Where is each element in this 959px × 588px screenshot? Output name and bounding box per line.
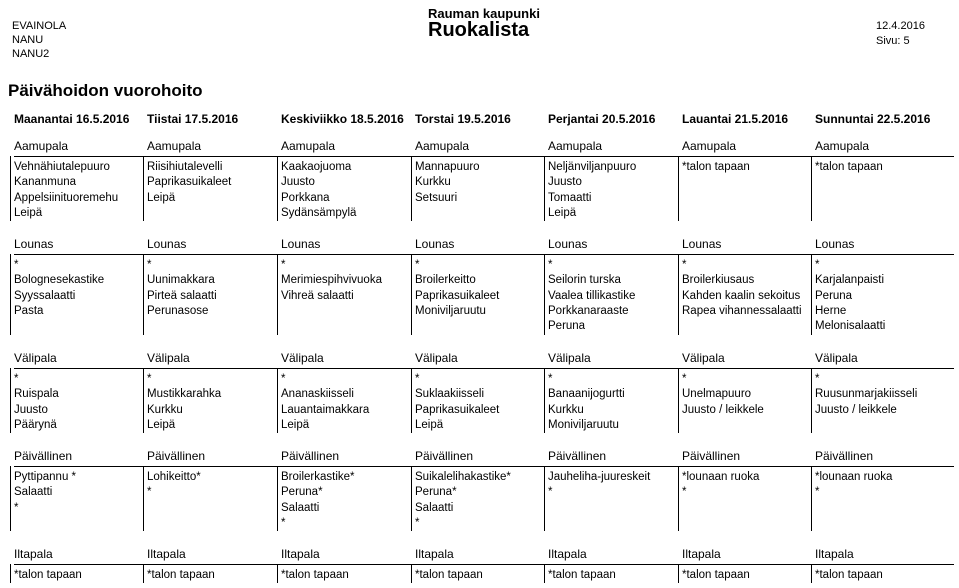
menu-item: Leipä (548, 206, 577, 219)
menu-item: * (14, 259, 19, 271)
menu-item: Kaakaojuoma (281, 161, 352, 173)
menu-item: *talon tapaan (548, 569, 616, 581)
cell-divider (678, 156, 679, 221)
menu-cell (815, 160, 883, 175)
cell-divider (544, 564, 545, 583)
menu-item: Unelmapuuro (682, 388, 752, 401)
meal-label: Iltapala (147, 547, 186, 561)
menu-item: *lounaan ruoka (815, 471, 893, 483)
menu-item: Juusto / leikkele (682, 403, 764, 416)
menu-cell (147, 258, 217, 319)
menu-item: * (815, 486, 820, 499)
meal-label: Aamupala (548, 139, 603, 153)
menu-cell (682, 568, 750, 583)
menu-item: Leipä (147, 191, 176, 204)
menu-item: Suklaakiisseli (415, 388, 485, 401)
meal-label: Päivällinen (415, 449, 474, 463)
menu-item: Paprikasuikaleet (415, 403, 500, 416)
meal-label: Lounas (147, 237, 187, 251)
menu-item: Seilorin turska (548, 274, 621, 287)
menu-item: *talon tapaan (281, 569, 349, 581)
menu-cell (14, 160, 118, 221)
header-left-line-2: NANU (12, 34, 44, 46)
menu-cell (415, 160, 480, 206)
menu-item: * (415, 259, 420, 271)
cell-divider (544, 156, 545, 221)
menu-item: Kurkku (147, 403, 183, 416)
menu-cell (415, 568, 483, 583)
meal-label: Lounas (682, 237, 722, 251)
menu-item: Leipä (147, 418, 176, 431)
meal-label: Aamupala (281, 139, 336, 153)
cell-divider (277, 156, 278, 221)
menu-item: * (14, 501, 19, 514)
menu-item: Perunasose (147, 304, 209, 317)
menu-cell (815, 470, 892, 501)
menu-item: Kurkku (548, 403, 584, 416)
meal-label: Aamupala (147, 139, 202, 153)
menu-item: Porkkana (281, 191, 330, 204)
menu-item: Porkkanaraaste (548, 304, 629, 317)
menu-item: * (815, 373, 820, 385)
menu-item: Salaatti (14, 486, 53, 499)
cell-divider (10, 466, 11, 531)
menu-item: * (14, 373, 19, 385)
menu-cell (682, 258, 802, 319)
cell-divider (678, 564, 679, 583)
menu-item: Juusto (548, 176, 582, 189)
menu-item: *lounaan ruoka (682, 471, 760, 483)
menu-item: * (682, 259, 687, 271)
menu-item: Appelsiinituoremehu (14, 191, 119, 204)
meal-label: Välipala (147, 351, 190, 365)
menu-item: Mannapuuro (415, 161, 480, 173)
cell-divider (678, 368, 679, 433)
meal-rule (14, 156, 954, 157)
menu-item: Ruispala (14, 388, 59, 401)
menu-cell (415, 258, 499, 319)
menu-item: *talon tapaan (14, 569, 82, 581)
meal-label: Iltapala (415, 547, 454, 561)
menu-item: Lauantaimakkara (281, 403, 370, 416)
cell-divider (411, 254, 412, 335)
menu-item: Ananaskiisseli (281, 388, 354, 401)
day-header: Tiistai 17.5.2016 (147, 112, 239, 126)
page-number: Sivu: 5 (876, 35, 910, 47)
menu-item: *talon tapaan (147, 569, 215, 581)
header-left-line-3: NANU2 (12, 48, 50, 60)
menu-item: Paprikasuikaleet (415, 289, 500, 302)
menu-cell (147, 568, 215, 583)
menu-item: Salaatti (415, 501, 454, 514)
menu-cell (14, 372, 59, 433)
menu-item: Suikalelihakastike* (415, 471, 511, 483)
meal-label: Välipala (281, 351, 324, 365)
menu-item: Leipä (415, 418, 444, 431)
menu-item: Rapea vihannessalaatti (682, 304, 802, 317)
cell-divider (811, 368, 812, 433)
menu-item: * (147, 259, 152, 271)
menu-cell (682, 372, 764, 418)
day-header: Perjantai 20.5.2016 (548, 112, 656, 126)
menu-item: Karjalanpaisti (815, 274, 885, 287)
meal-label: Päivällinen (147, 449, 206, 463)
menu-item: Peruna* (281, 486, 323, 499)
cell-divider (811, 254, 812, 335)
menu-item: Kurkku (415, 176, 451, 189)
menu-item: *talon tapaan (415, 569, 483, 581)
meal-label: Iltapala (281, 547, 320, 561)
menu-item: Uunimakkara (147, 274, 215, 287)
cell-divider (544, 368, 545, 433)
meal-label: Päivällinen (14, 449, 73, 463)
menu-item: * (281, 516, 286, 529)
cell-divider (143, 254, 144, 335)
menu-item: Herne (815, 304, 847, 317)
cell-divider (10, 564, 11, 583)
menu-item: Broilerkastike* (281, 471, 355, 483)
menu-item: Broilerkiusaus (682, 274, 755, 287)
menu-cell (14, 568, 82, 583)
menu-cell (281, 160, 356, 221)
document-title: Ruokalista (428, 19, 530, 41)
menu-cell (281, 568, 349, 583)
menu-item: Paprikasuikaleet (147, 176, 232, 189)
cell-divider (10, 156, 11, 221)
menu-item: Leipä (14, 206, 43, 219)
menu-item: *talon tapaan (815, 569, 883, 581)
meal-rule (14, 254, 954, 255)
menu-item: Salaatti (281, 501, 320, 514)
menu-cell (548, 160, 636, 221)
cell-divider (277, 254, 278, 335)
menu-item: Leipä (281, 418, 310, 431)
section-title: Päivähoidon vuorohoito (8, 81, 203, 100)
cell-divider (678, 254, 679, 335)
meal-label: Lounas (548, 237, 588, 251)
menu-item: *talon tapaan (815, 161, 883, 173)
menu-item: Kahden kaalin sekoitus (682, 289, 801, 302)
meal-label: Päivällinen (548, 449, 607, 463)
meal-label: Iltapala (682, 547, 721, 561)
menu-cell (415, 470, 511, 531)
menu-cell (815, 568, 883, 583)
menu-item: Kananmuna (14, 176, 77, 189)
menu-item: Pirteä salaatti (147, 289, 217, 302)
menu-item: Syyssalaatti (14, 289, 76, 302)
menu-cell (14, 470, 76, 516)
cell-divider (411, 564, 412, 583)
meal-label: Välipala (682, 351, 725, 365)
menu-cell (548, 568, 616, 583)
meal-label: Lounas (415, 237, 455, 251)
menu-item: Vaalea tillikastike (548, 289, 636, 302)
menu-cell (14, 258, 104, 319)
menu-item: Mustikkarahka (147, 388, 222, 401)
menu-item: Ruusunmarjakiisseli (815, 388, 918, 401)
menu-item: Neljänviljanpuuro (548, 161, 637, 173)
meal-label: Lounas (281, 237, 321, 251)
day-header: Torstai 19.5.2016 (415, 112, 511, 126)
menu-cell (281, 258, 382, 304)
menu-item: *talon tapaan (682, 161, 750, 173)
menu-item: Jauheliha-juureskeit (548, 471, 651, 483)
day-header: Sunnuntai 22.5.2016 (815, 112, 931, 126)
menu-item: Moniviljaruutu (415, 304, 486, 317)
menu-item: Vehnähiutalepuuro (14, 161, 110, 173)
menu-item: Pyttipannu * (14, 471, 77, 483)
menu-item: * (548, 373, 553, 385)
menu-item: * (415, 516, 420, 529)
menu-cell (281, 372, 369, 433)
menu-item: Sydänsämpylä (281, 206, 357, 219)
menu-item: *talon tapaan (682, 569, 750, 581)
cell-divider (544, 254, 545, 335)
menu-cell (548, 372, 625, 433)
meal-label: Välipala (14, 351, 57, 365)
cell-divider (143, 368, 144, 433)
cell-divider (143, 156, 144, 221)
menu-item: * (682, 373, 687, 385)
menu-item: * (281, 373, 286, 385)
menu-item: Vihreä salaatti (281, 289, 354, 302)
meal-label: Lounas (14, 237, 54, 251)
menu-cell (548, 258, 635, 334)
menu-item: Pasta (14, 304, 44, 317)
menu-item: Broilerkeitto (415, 274, 476, 287)
menu-cell (815, 372, 917, 418)
day-header: Keskiviikko 18.5.2016 (281, 112, 404, 126)
meal-rule (14, 564, 954, 565)
meal-label: Iltapala (815, 547, 854, 561)
menu-item: Peruna (815, 289, 853, 302)
cell-divider (411, 466, 412, 531)
menu-item: * (548, 259, 553, 271)
menu-cell (682, 470, 759, 501)
menu-item: * (548, 486, 553, 499)
menu-item: Riisihiutalevelli (147, 161, 223, 173)
menu-cell (147, 372, 221, 433)
menu-cell (281, 470, 355, 531)
organization-name: Rauman kaupunki (428, 6, 540, 21)
meal-label: Aamupala (14, 139, 69, 153)
menu-item: Bolognesekastike (14, 274, 105, 287)
cell-divider (811, 564, 812, 583)
cell-divider (811, 466, 812, 531)
menu-item: * (682, 486, 687, 499)
meal-label: Lounas (815, 237, 855, 251)
menu-item: * (147, 486, 152, 499)
menu-item: Melonisalaatti (815, 320, 886, 333)
cell-divider (143, 466, 144, 531)
meal-label: Välipala (415, 351, 458, 365)
cell-divider (411, 156, 412, 221)
menu-item: Peruna* (415, 486, 457, 499)
day-header: Maanantai 16.5.2016 (14, 112, 130, 126)
meal-label: Aamupala (815, 139, 870, 153)
menu-item: Juusto (281, 176, 315, 189)
cell-divider (277, 466, 278, 531)
print-date: 12.4.2016 (876, 20, 925, 32)
cell-divider (10, 368, 11, 433)
menu-cell (815, 258, 885, 334)
meal-rule (14, 368, 954, 369)
menu-item: * (815, 259, 820, 271)
menu-cell (415, 372, 499, 433)
menu-item: Moniviljaruutu (548, 418, 619, 431)
meal-label: Välipala (815, 351, 858, 365)
menu-item: Banaanijogurtti (548, 388, 625, 401)
cell-divider (811, 156, 812, 221)
meal-label: Iltapala (14, 547, 53, 561)
menu-item: * (147, 373, 152, 385)
menu-item: Juusto / leikkele (815, 403, 897, 416)
menu-cell (147, 470, 201, 501)
meal-label: Välipala (548, 351, 591, 365)
menu-item: Setsuuri (415, 191, 458, 204)
menu-item: Juusto (14, 403, 48, 416)
cell-divider (277, 368, 278, 433)
meal-label: Aamupala (415, 139, 470, 153)
menu-cell (147, 160, 231, 206)
menu-item: * (415, 373, 420, 385)
cell-divider (411, 368, 412, 433)
header-left-line-1: EVAINOLA (12, 20, 67, 32)
meal-label: Päivällinen (682, 449, 741, 463)
menu-item: Tomaatti (548, 191, 592, 204)
meal-label: Päivällinen (281, 449, 340, 463)
cell-divider (10, 254, 11, 335)
menu-item: Peruna (548, 320, 586, 333)
meal-label: Päivällinen (815, 449, 874, 463)
cell-divider (143, 564, 144, 583)
menu-item: Merimiespihvivuoka (281, 274, 382, 287)
menu-item: * (281, 259, 286, 271)
cell-divider (678, 466, 679, 531)
meal-rule (14, 466, 954, 467)
cell-divider (277, 564, 278, 583)
menu-item: Päärynä (14, 418, 57, 431)
meal-label: Iltapala (548, 547, 587, 561)
meal-label: Aamupala (682, 139, 737, 153)
menu-item: Lohikeitto* (147, 471, 201, 483)
menu-cell (548, 470, 650, 501)
day-header: Lauantai 21.5.2016 (682, 112, 789, 126)
menu-cell (682, 160, 750, 175)
cell-divider (544, 466, 545, 531)
